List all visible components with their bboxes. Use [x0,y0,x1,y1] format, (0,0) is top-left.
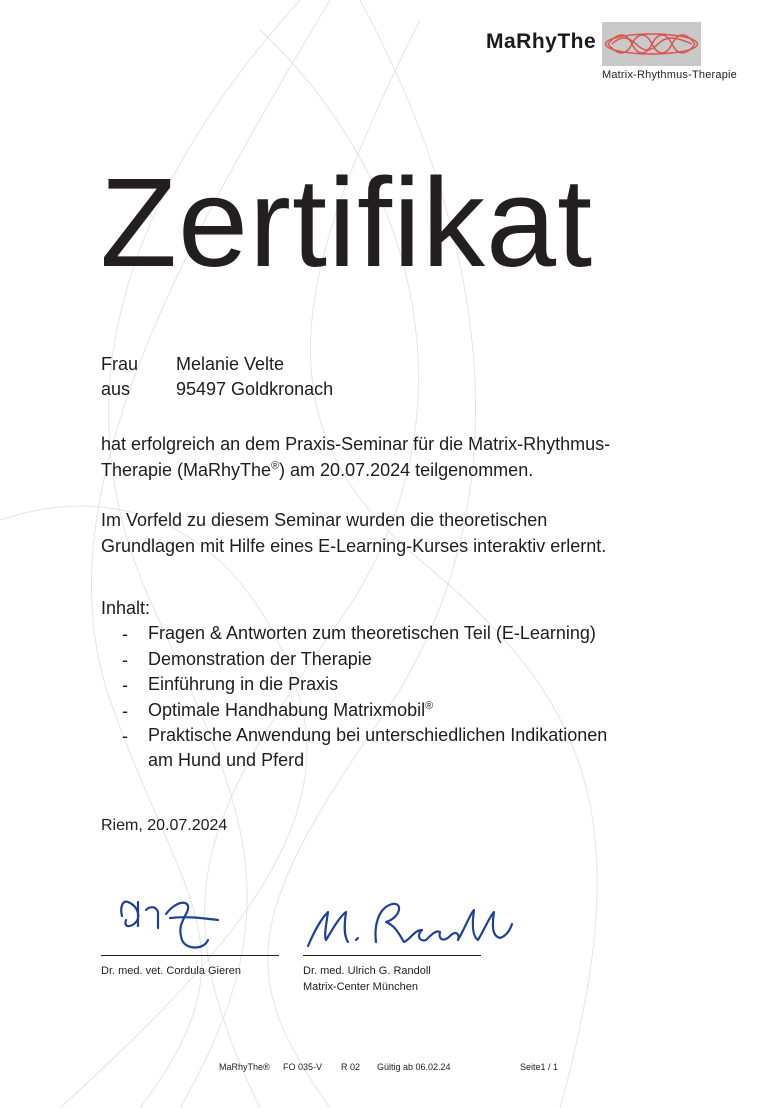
signature-left-name: Dr. med. vet. Cordula Gieren [101,965,242,977]
signature-left-line [101,955,279,956]
footer-valid-from: Gültig ab 06.02.24 [377,1062,451,1072]
prep-line-1: Im Vorfeld zu diesem Seminar wurden die theoretischen [101,510,548,530]
list-dash: - [122,700,128,721]
place-date: Riem, 20.07.2024 [101,817,228,834]
signature-right-image [300,896,520,956]
salutation-label: Frau [101,354,139,374]
list-item-text-main: Optimale Handhabung Matrixmobil [148,699,426,720]
prep-line-2: Grundlagen mit Hilfe eines E-Learning-Kurses interaktiv erlernt. [101,536,607,556]
list-dash: - [122,675,128,695]
signature-right-name: Dr. med. Ulrich G. Randoll [303,965,431,977]
list-item-text: Praktische Anwendung bei unterschiedlichen Indikationen [148,725,608,745]
marhythe-logo [486,22,738,84]
list-dash: - [122,624,128,644]
recipient-location: 95497 Goldkronach [176,379,334,399]
body-line-2-post: ) am 20.07.2024 teilgenommen. [279,460,534,480]
matrix-wave-logo-icon [602,22,701,66]
registered-mark: ® [271,460,280,472]
list-item-continuation: am Hund und Pferd [148,750,305,770]
list-dash: - [122,649,128,670]
logo-subtitle: Matrix-Rhythmus-Therapie [602,69,738,81]
signature-left-image [108,888,238,958]
certificate-title: Zertifikat [100,152,594,293]
body-line-2-pre: Therapie (MaRhyThe [101,460,272,480]
signature-right-org: Matrix-Center München [303,981,418,993]
recipient-name: Melanie Velte [176,354,285,374]
body-line-2 [101,460,533,481]
contents-heading: Inhalt: [101,598,151,618]
footer-form-number: FO 035-V [283,1062,323,1072]
list-dash: - [122,726,128,746]
signature-right-line [303,955,481,956]
footer-page-number: Seite1 / 1 [520,1062,559,1072]
list-item-text: Fragen & Antworten zum theoretischen Teil (E-Learning) [148,623,596,643]
logo-brand: MaRhyThe [486,30,597,53]
list-item-text [148,700,433,721]
from-label: aus [101,379,131,399]
list-item-text: Demonstration der Therapie [148,648,372,669]
footer-brand: MaRhyThe® [219,1062,270,1072]
list-item-text: Einführung in die Praxis [148,674,339,694]
footer-revision: R 02 [341,1062,361,1072]
body-line-1: hat erfolgreich an dem Praxis-Seminar für die Matrix-Rhythmus- [101,434,611,454]
registered-mark: ® [425,699,434,712]
